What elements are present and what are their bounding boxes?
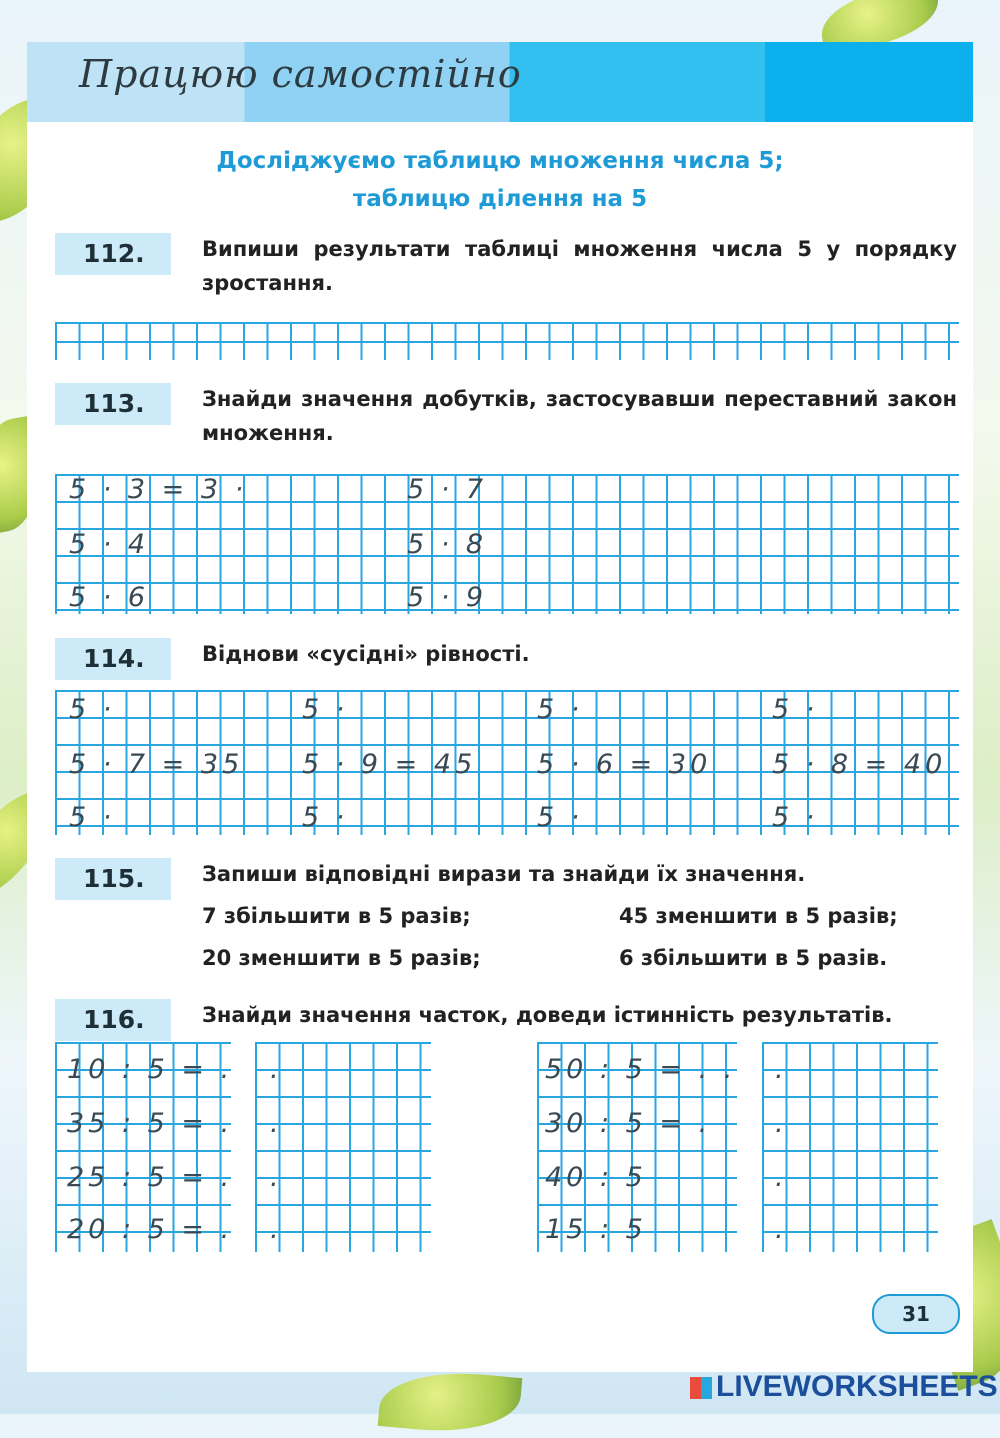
division-expression: 20 : 5 = . [67, 1214, 234, 1245]
check-dot: . [775, 1162, 788, 1193]
check-dot: . [270, 1162, 283, 1193]
section-title: Працюю самостійно [79, 52, 522, 96]
lesson-title-line-1: Досліджуємо таблицю множення числа 5; [216, 148, 784, 174]
leaf-decoration [378, 1366, 523, 1438]
expression: 5 · 7 [407, 474, 488, 505]
division-expression: 35 : 5 = . [67, 1108, 234, 1139]
lesson-title-line-2: таблицю ділення на 5 [352, 186, 648, 212]
exercise-113-text: Знайди значення добутків, застосувавши переставний закон множення. [202, 387, 957, 445]
equation: 5 · [772, 802, 819, 833]
division-expression: 30 : 5 = . [545, 1108, 712, 1139]
equation: 5 · 8 = 40 [772, 749, 947, 780]
check-dot: . [775, 1054, 788, 1085]
expression: 5 · 8 [407, 529, 488, 560]
worksheet-page [27, 42, 973, 1372]
equation: 5 · [69, 802, 116, 833]
answer-grid-112[interactable] [55, 322, 959, 360]
equation: 5 · [302, 694, 349, 725]
equation: 5 · 6 = 30 [537, 749, 712, 780]
equation: 5 · [537, 694, 584, 725]
check-dot: . [775, 1108, 788, 1139]
liveworksheets-watermark [690, 1370, 998, 1406]
check-dot: . [775, 1214, 788, 1245]
page-number: 31 [872, 1294, 960, 1334]
exercise-115-text: Запиши відповідні вирази та знайди їх значення. [202, 862, 806, 886]
check-dot: . [270, 1054, 283, 1085]
exercise-number-113: 113. [55, 383, 171, 425]
equation: 5 · 7 = 35 [69, 749, 244, 780]
watermark-text: LIVEWORKSHEETS [716, 1370, 998, 1403]
check-dot: . [270, 1214, 283, 1245]
expression: 5 · 4 [69, 529, 150, 560]
liveworksheets-logo-icon [690, 1377, 712, 1399]
equation: 5 · [772, 694, 819, 725]
division-expression: 50 : 5 = . . [545, 1054, 737, 1085]
task-item: 45 зменшити в 5 разів; [619, 904, 898, 928]
expression: 5 · 6 [69, 582, 150, 613]
expression: 5 · 3 = 3 · [69, 474, 248, 505]
exercise-number-114: 114. [55, 638, 171, 680]
division-expression: 40 : 5 [545, 1162, 647, 1193]
exercise-112-text: Випиши результати таблиці множення числа 5 у порядку зростання. [202, 237, 957, 295]
task-item: 6 збільшити в 5 разів. [619, 946, 888, 970]
exercise-number-112: 112. [55, 233, 171, 275]
exercise-116-text: Знайди значення часток, доведи істинність результатів. [202, 1003, 893, 1027]
expression: 5 · 9 [407, 582, 488, 613]
section-header [27, 42, 973, 122]
equation: 5 · 9 = 45 [302, 749, 477, 780]
exercise-number-115: 115. [55, 858, 171, 900]
exercise-number-116: 116. [55, 999, 171, 1041]
division-expression: 25 : 5 = . [67, 1162, 234, 1193]
equation: 5 · [537, 802, 584, 833]
equation: 5 · [69, 694, 116, 725]
check-grid-116-right[interactable] [762, 1042, 938, 1252]
division-expression: 10 : 5 = . [67, 1054, 234, 1085]
lesson-title [27, 142, 973, 218]
exercise-114-text: Віднови «сусідні» рівності. [202, 642, 530, 666]
task-item: 7 збільшити в 5 разів; [202, 904, 471, 928]
equation: 5 · [302, 802, 349, 833]
check-dot: . [270, 1108, 283, 1139]
task-item: 20 зменшити в 5 разів; [202, 946, 481, 970]
division-expression: 15 : 5 [545, 1214, 647, 1245]
